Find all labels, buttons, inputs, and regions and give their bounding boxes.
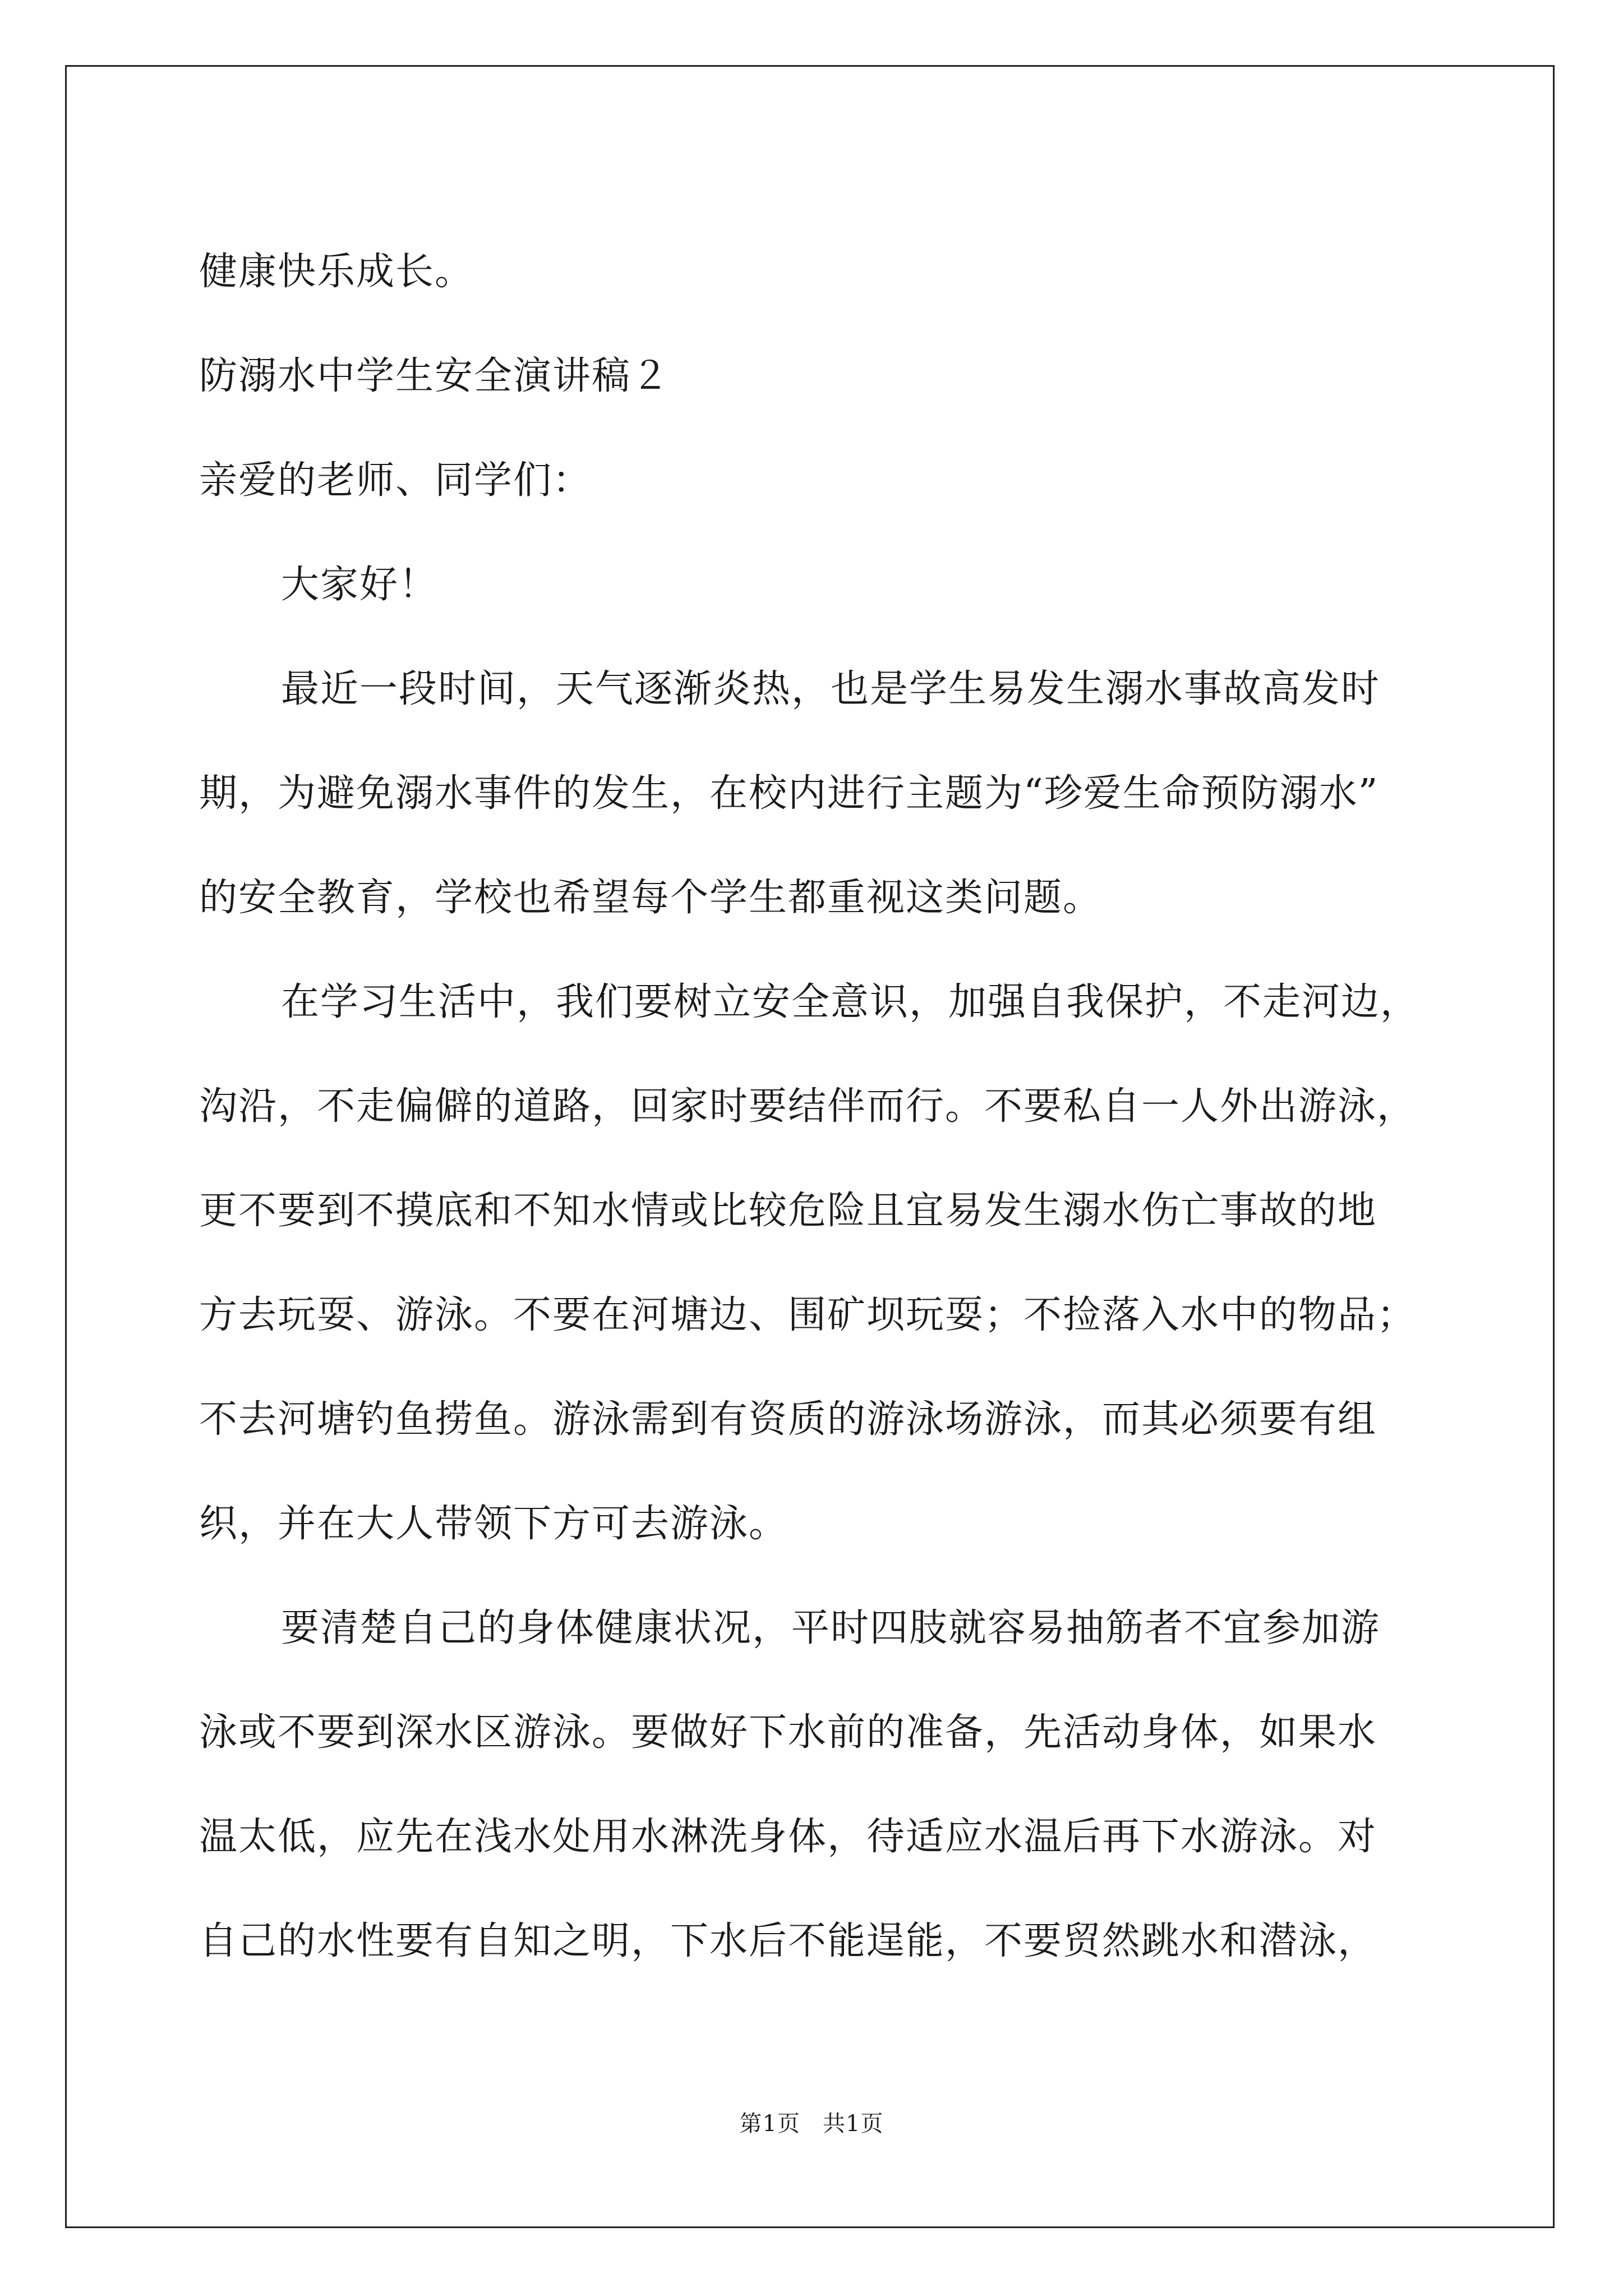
page-total: 共1页 [823,2111,884,2137]
paragraph-line: 的安全教育，学校也希望每个学生都重视这类问题。 [199,876,1103,920]
paragraph-line: 要清楚自己的身体健康状况，平时四肢就容易抽筋者不宜参加游 [281,1606,1381,1650]
paragraph-line: 沟沿，不走偏僻的道路，回家时要结伴而行。不要私自一人外出游泳， [199,1084,1417,1129]
paragraph-line: 织，并在大人带领下方可去游泳。 [199,1502,789,1546]
paragraph-line: 最近一段时间，天气逐渐炎热，也是学生易发生溺水事故高发时 [281,667,1381,711]
paragraph-line: 不去河塘钓鱼捞鱼。游泳需到有资质的游泳场游泳，而其必须要有组 [199,1397,1377,1442]
salutation: 亲爱的老师、同学们： [199,458,592,503]
paragraph-line: 更不要到不摸底和不知水情或比较危险且宜易发生溺水伤亡事故的地 [199,1189,1377,1233]
page-footer [0,2107,1623,2141]
page-number: 第1页 [739,2111,800,2137]
paragraph-line: 方去玩耍、游泳。不要在河塘边、围矿坝玩耍；不捡落入水中的物品； [199,1293,1417,1337]
paragraph-line: 在学习生活中，我们要树立安全意识，加强自我保护，不走河边， [281,980,1420,1024]
paragraph-line: 期，为避免溺水事件的发生，在校内进行主题为“珍爱生命预防溺水” [199,771,1379,816]
paragraph-line: 泳或不要到深水区游泳。要做好下水前的准备，先活动身体，如果水 [199,1710,1377,1755]
document-body [199,220,1427,1994]
paragraph-line: 温太低，应先在浅水处用水淋洗身体，待适应水温后再下水游泳。对 [199,1815,1377,1859]
paragraph-line: 自己的水性要有自知之明，下水后不能逞能，不要贸然跳水和潜泳， [199,1919,1377,1963]
paragraph-line: 健康快乐成长。 [199,250,474,294]
greeting: 大家好！ [281,563,439,607]
section-title: 防溺水中学生安全演讲稿２ [199,354,671,398]
